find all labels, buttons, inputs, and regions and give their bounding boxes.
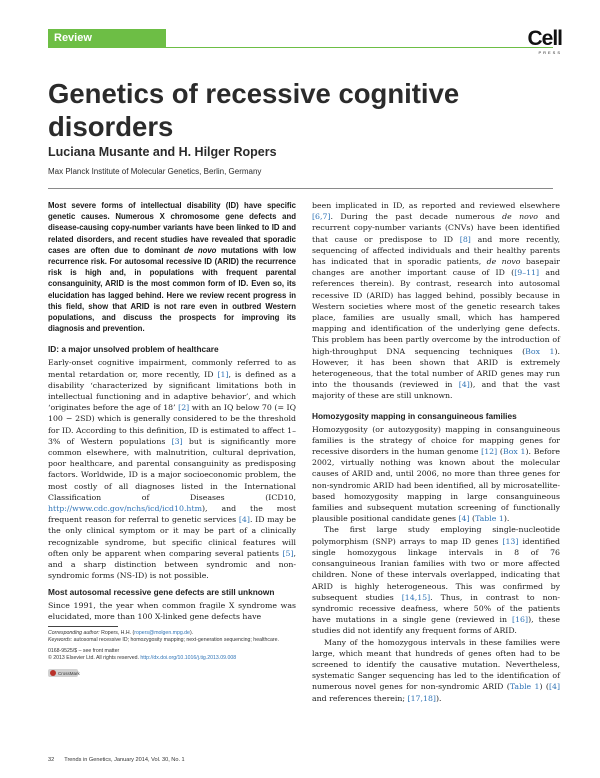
reference-link[interactable]: [14,15] <box>401 592 431 602</box>
box-link[interactable]: Box 1 <box>525 346 555 356</box>
reference-link[interactable]: [2] <box>178 403 190 413</box>
reference-link[interactable]: [6,7] <box>312 212 331 222</box>
journal-logo: Cell <box>527 27 562 50</box>
journal-logo-sub: PRESS <box>538 50 562 55</box>
paragraph: been implicated in ID, as reported and reviewed elsewhere [6,7]. During the past decade numerous de novo and recurrent copy-number variants (CNVs) have been identified that cause or predispose to ID [8] and more recently, sequencing of affected individuals and their healthy parents has indicated that in sporadic patients, de novo basepair changes are another important cause of ID ([9–11] and references therein). By contrast, research into autosomal recessive ID (ARID) has lagged behind, possibly because in Western societies where most of the genetic research takes place, families are usually small, which has hampered mapping and identification of the underlying gene defects. This problem has been partly overcome by the introduction of high-throughput DNA sequencing techniques (Box 1). However, it has been shown that ARID is extremely heterogeneous, that the total number of ARID genes may run into the thousands (reviewed in [4]), and that the vast majority of these are still unknown. <box>312 201 561 401</box>
title-rule <box>48 188 553 189</box>
right-column <box>312 200 560 704</box>
page-number: 32 <box>48 757 55 763</box>
icd10-url-link[interactable]: http://www.cdc.gov/nchs/icd/icd10.htm <box>48 504 202 514</box>
paragraph: Many of the homozygous intervals in these families were large, which meant that hundreds of genes often had to be screened to identify the causative mutation. Nevertheless, systematic Sanger sequencing has led to the identification of numerous novel genes for non-syndromic ARID (Table 1) ([4] and references therein; [17,18]). <box>312 637 560 703</box>
reference-link[interactable]: [1] <box>217 369 229 379</box>
paragraph: Since 1991, the year when common fragile X syndrome was elucidated, more than 100 X-linked gene defects have <box>48 600 296 621</box>
section-heading-id-problem: ID: a major unsolved problem of healthcare <box>48 344 219 355</box>
header-rule <box>48 47 553 48</box>
box-link[interactable]: Box 1 <box>502 447 526 457</box>
issn: 0168-9525/$ – see front matter <box>48 647 120 654</box>
reference-link[interactable]: [4] <box>238 515 250 525</box>
author-affiliation: Max Planck Institute of Molecular Genetics, Berlin, Germany <box>48 167 262 176</box>
table-link[interactable]: Table 1 <box>475 514 504 524</box>
paragraph: The first large study employing single-nucleotide polymorphism (SNP) arrays to map ID genes [13] identified single homozygous linkage intervals in 8 of 76 consanguineous Iranian families with two or more affected children. None of these intervals overlapped, indicating that ARID is highly heterogeneous. This was confirmed by subsequent studies [14,15]. Thus, in contrast to non-syndromic recessive deafness, where 50% of the patients have mutations in a single gene (reviewed in [16]), these studies did not identify any frequent forms of ARID. <box>312 525 560 636</box>
reference-link[interactable]: [16] <box>512 615 529 625</box>
reference-link[interactable]: [4] <box>458 514 470 524</box>
section-tag: Review <box>48 29 166 47</box>
reference-link[interactable]: [17,18] <box>407 693 436 703</box>
article-authors: Luciana Musante and H. Hilger Ropers <box>48 145 277 159</box>
reference-link[interactable]: [4] <box>548 682 560 692</box>
section-heading-homozygosity-mapping: Homozygosity mapping in consanguineous families <box>312 410 517 421</box>
reference-link[interactable]: [9–11] <box>514 268 540 278</box>
page-footer <box>48 757 195 763</box>
paragraph: Early-onset cognitive impairment, commonly referred to as mental retardation or, more recently, ID [1], is defined as a disability ‘characterized by significant limitations both in intellectual functioning and in adaptive behavior’, and which ‘originates before the age of 18’ [2] with an IQ below 70 (= IQ 100 − 2SD) which is generally considered to be the threshold for ID. According to this definition, ID is estimated to affect 1–3% of Western populations [3] but is significantly more common elsewhere, with malnutrition, cultural deprivation, poor healthcare, and parental consanguinity as predisposing factors. Worldwide, ID is a major socioeconomic problem, the most costly of all diagnoses listed in the International Classification of Diseases (ICD10, http://www.cdc.gov/nchs/icd/icd10.htm), and the most frequent reason for referral to genetic services [4]. ID may be the only clinical symptom or it may be part of a clinically recognizable syndrome, but specific clinical features will often only be apparent when comparing several patients [5], and a sharp distinction between syndromic and non-syndromic forms (NS-ID) is not possible. <box>48 358 297 581</box>
left-column <box>48 200 296 681</box>
crossmark-icon[interactable]: CrossMark <box>48 669 78 677</box>
keywords: Keywords: autosomal recessive ID; homozygosity mapping; next-generation sequencing; healthcare. <box>48 636 279 643</box>
reference-link[interactable]: [3] <box>171 436 183 446</box>
reference-link[interactable]: [12] <box>481 447 498 457</box>
paragraph: Homozygosity (or autozygosity) mapping in consanguineous families is the strategy of choice for mapping genes for recessive disorders in the human genome [12] (Box 1). Before 2002, virtually nothing was known about the molecular causes of ARID and, until 2006, no more than three genes for non-syndromic ARID had been identified, all by microsatellite-based homozygosity mapping in large consanguineous families and subsequent mutation screening of functionally plausible positional candidate genes [4] (Table 1). <box>312 424 560 524</box>
section-heading-unknown-genes: Most autosomal recessive gene defects are still unknown <box>48 586 275 597</box>
article-title: Genetics of recessive cognitive disorders <box>48 78 460 142</box>
reference-link[interactable]: [8] <box>459 234 471 244</box>
footnote-rule <box>48 626 118 627</box>
abstract: Most severe forms of intellectual disability (ID) have specific genetic causes. Numerous X chromosome gene defects and disease-causing copy-number variants have been linked to ID and related disorders, and recent studies have revealed that sporadic cases are often due to dominant de novo mutations with low recurrence risk. For autosomal recessive ID (ARID) the recurrence risk is high and, in populations with frequent parental consanguinity, ARID is the most common form of ID. Even so, its elucidation has lagged behind. Here we review recent progress in this field, show that ARID is not rare even in outbred Western populations, and discuss the prospects for improving its diagnosis and prevention. <box>48 201 296 334</box>
doi-link[interactable]: http://dx.doi.org/10.1016/j.tig.2013.09.008 <box>140 654 237 661</box>
copyright-doi: © 2013 Elsevier Ltd. All rights reserved. http://dx.doi.org/10.1016/j.tig.2013.09.008 <box>48 654 237 661</box>
corresponding-author: Corresponding author: Ropers, H.H. (ropers@molgen.mpg.de). <box>48 629 194 636</box>
journal-citation: Trends in Genetics, January 2014, Vol. 30, No. 1 <box>64 757 185 763</box>
reference-link[interactable]: [13] <box>502 536 519 546</box>
email-link[interactable]: ropers@molgen.mpg.de <box>134 629 190 636</box>
reference-link[interactable]: [4] <box>458 380 470 390</box>
table-link[interactable]: Table 1 <box>509 682 540 692</box>
reference-link[interactable]: [5] <box>282 548 294 558</box>
